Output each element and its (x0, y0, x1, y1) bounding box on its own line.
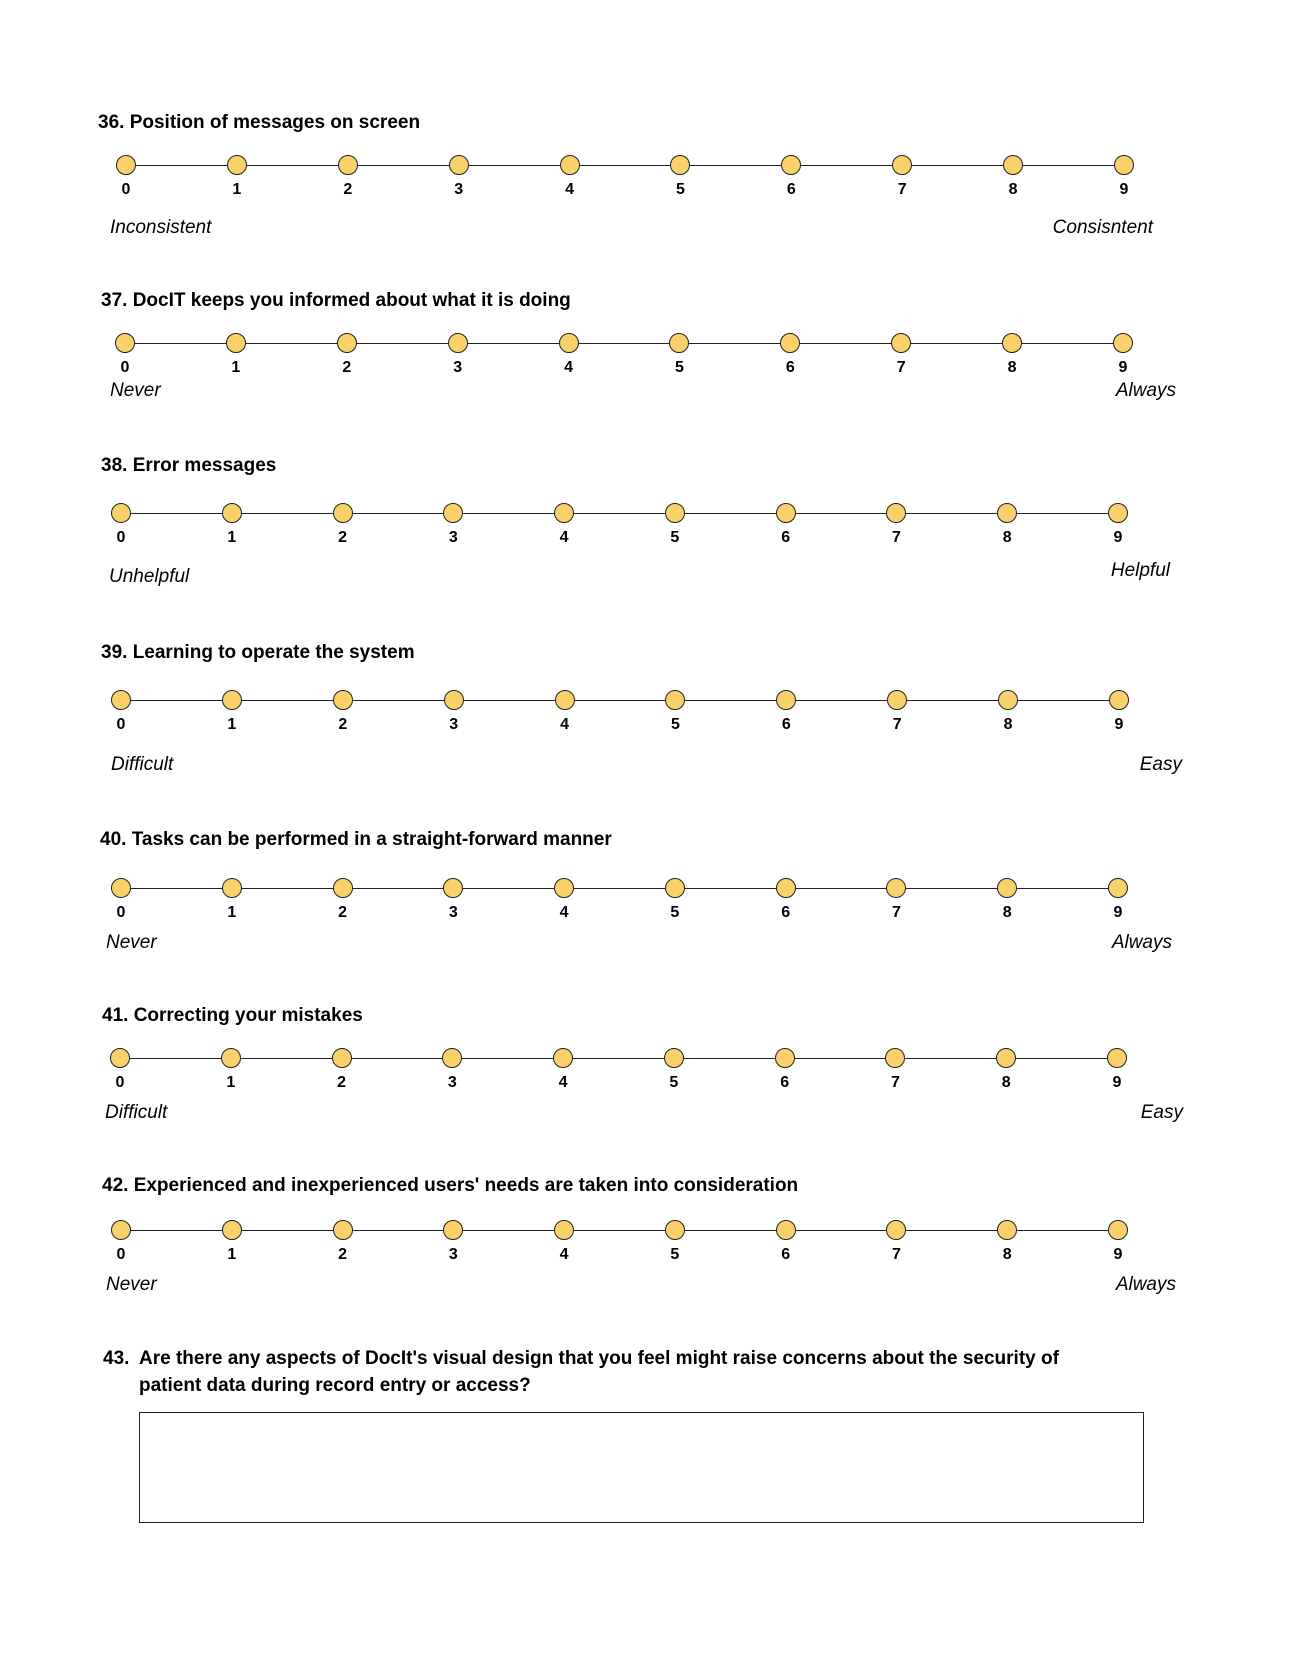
scale-low-anchor: Inconsistent (110, 217, 212, 238)
scale-low-anchor: Difficult (105, 1102, 168, 1123)
rating-option-2[interactable] (338, 155, 358, 175)
rating-label: 1 (226, 1074, 236, 1091)
rating-option-1[interactable] (222, 878, 242, 898)
rating-label: 8 (1002, 904, 1012, 921)
rating-label: 7 (891, 904, 901, 921)
question-title: 41. Correcting your mistakes (102, 1005, 363, 1026)
rating-label: 0 (116, 529, 126, 546)
rating-label: 4 (565, 181, 574, 198)
rating-option-3[interactable] (442, 1048, 462, 1068)
rating-label: 1 (227, 529, 237, 546)
rating-option-6[interactable] (776, 690, 796, 710)
scale-line (121, 700, 1119, 701)
question-title: 36. Position of messages on screen (98, 112, 421, 133)
question-title: 38. Error messages (101, 455, 277, 476)
rating-option-6[interactable] (781, 155, 801, 175)
rating-label: 5 (675, 181, 685, 198)
rating-option-1[interactable] (227, 155, 247, 175)
question-title: 40. Tasks can be performed in a straight-forward manner (100, 829, 612, 850)
rating-option-5[interactable] (665, 503, 685, 523)
scale-high-anchor: Easy (1139, 754, 1182, 775)
scale-line (126, 165, 1124, 166)
rating-option-4[interactable] (554, 503, 574, 523)
rating-label: 7 (892, 716, 902, 733)
rating-option-9[interactable] (1109, 690, 1129, 710)
rating-option-6[interactable] (776, 1220, 796, 1240)
rating-label: 9 (1114, 716, 1124, 733)
rating-option-8[interactable] (997, 1220, 1017, 1240)
rating-option-7[interactable] (887, 690, 907, 710)
scale-low-anchor: Unhelpful (109, 566, 190, 587)
rating-scale (111, 690, 1129, 733)
rating-option-0[interactable] (115, 333, 135, 353)
rating-label: 7 (891, 529, 901, 546)
rating-label: 3 (449, 716, 459, 733)
rating-label: 9 (1113, 1246, 1123, 1263)
rating-option-9[interactable] (1108, 878, 1128, 898)
rating-label: 9 (1118, 359, 1128, 376)
rating-label: 3 (448, 529, 458, 546)
rating-label: 8 (1008, 181, 1018, 198)
rating-option-8[interactable] (1003, 155, 1023, 175)
rating-option-3[interactable] (443, 878, 463, 898)
scale-low-anchor: Never (110, 380, 161, 401)
rating-option-8[interactable] (997, 878, 1017, 898)
rating-label: 1 (227, 904, 237, 921)
rating-label: 7 (890, 1074, 900, 1091)
scale-low-anchor: Never (106, 1274, 157, 1295)
rating-scale (111, 503, 1128, 546)
rating-label: 6 (786, 181, 796, 198)
rating-label: 2 (343, 181, 353, 198)
rating-label: 8 (1002, 529, 1012, 546)
rating-option-3[interactable] (443, 1220, 463, 1240)
rating-label: 0 (116, 716, 126, 733)
rating-option-9[interactable] (1107, 1048, 1127, 1068)
rating-label: 3 (447, 1074, 457, 1091)
rating-scale (110, 1048, 1127, 1091)
rating-label: 1 (231, 359, 241, 376)
rating-label: 4 (559, 529, 569, 546)
rating-scale (111, 878, 1128, 921)
scale-high-anchor: Helpful (1110, 560, 1170, 581)
rating-option-6[interactable] (776, 878, 796, 898)
rating-label: 2 (338, 716, 348, 733)
rating-label: 5 (670, 716, 680, 733)
rating-label: 9 (1113, 904, 1123, 921)
rating-label: 7 (891, 1246, 901, 1263)
rating-label: 0 (115, 1074, 125, 1091)
question-title (103, 1345, 1059, 1399)
rating-label: 9 (1112, 1074, 1122, 1091)
rating-option-0[interactable] (110, 1048, 130, 1068)
rating-option-4[interactable] (554, 878, 574, 898)
rating-label: 3 (454, 181, 464, 198)
rating-option-1[interactable] (221, 1048, 241, 1068)
rating-option-5[interactable] (669, 333, 689, 353)
rating-option-8[interactable] (997, 503, 1017, 523)
question-text-line2: patient data during record entry or access? (139, 1375, 531, 1396)
rating-scale (111, 1220, 1128, 1263)
rating-label: 7 (897, 181, 907, 198)
rating-option-7[interactable] (886, 878, 906, 898)
rating-label: 6 (780, 1074, 790, 1091)
scale-high-anchor: Always (1115, 380, 1176, 401)
rating-option-7[interactable] (886, 1220, 906, 1240)
rating-label: 3 (448, 904, 458, 921)
rating-option-5[interactable] (670, 155, 690, 175)
rating-label: 9 (1113, 529, 1123, 546)
rating-label: 5 (670, 1246, 680, 1263)
rating-option-0[interactable] (111, 503, 131, 523)
rating-label: 5 (670, 529, 680, 546)
rating-option-2[interactable] (337, 333, 357, 353)
rating-label: 0 (121, 181, 131, 198)
rating-label: 0 (116, 1246, 126, 1263)
question-title: 37. DocIT keeps you informed about what it is doing (101, 290, 571, 311)
rating-option-4[interactable] (553, 1048, 573, 1068)
rating-option-4[interactable] (560, 155, 580, 175)
rating-scale (115, 333, 1133, 376)
rating-option-7[interactable] (892, 155, 912, 175)
rating-option-0[interactable] (111, 878, 131, 898)
rating-option-3[interactable] (448, 333, 468, 353)
rating-option-5[interactable] (664, 1048, 684, 1068)
rating-option-9[interactable] (1108, 503, 1128, 523)
rating-option-3[interactable] (443, 503, 463, 523)
rating-label: 4 (564, 359, 573, 376)
rating-option-6[interactable] (776, 503, 796, 523)
rating-label: 6 (781, 529, 791, 546)
rating-option-8[interactable] (998, 690, 1018, 710)
rating-label: 2 (342, 359, 352, 376)
rating-option-4[interactable] (554, 1220, 574, 1240)
rating-scale (116, 155, 1134, 198)
rating-label: 5 (669, 1074, 679, 1091)
rating-label: 0 (120, 359, 130, 376)
rating-option-5[interactable] (665, 878, 685, 898)
rating-label: 6 (781, 904, 791, 921)
rating-option-2[interactable] (333, 503, 353, 523)
rating-label: 8 (1001, 1074, 1011, 1091)
rating-option-1[interactable] (222, 503, 242, 523)
rating-option-2[interactable] (333, 690, 353, 710)
rating-option-7[interactable] (885, 1048, 905, 1068)
rating-option-0[interactable] (116, 155, 136, 175)
rating-label: 8 (1002, 1246, 1012, 1263)
rating-option-5[interactable] (665, 1220, 685, 1240)
scale-high-anchor: Consisntent (1052, 217, 1153, 238)
rating-option-7[interactable] (891, 333, 911, 353)
rating-option-4[interactable] (555, 690, 575, 710)
rating-label: 1 (232, 181, 242, 198)
rating-label: 1 (227, 1246, 237, 1263)
rating-label: 2 (337, 1074, 346, 1091)
rating-option-2[interactable] (332, 1048, 352, 1068)
scale-high-anchor: Easy (1140, 1102, 1183, 1123)
rating-label: 2 (338, 904, 347, 921)
rating-label: 6 (781, 1246, 791, 1263)
rating-label: 0 (116, 904, 126, 921)
rating-option-9[interactable] (1108, 1220, 1128, 1240)
question-title: 42. Experienced and inexperienced users' needs are taken into consideration (102, 1175, 799, 1196)
rating-option-0[interactable] (111, 690, 131, 710)
rating-label: 7 (896, 359, 906, 376)
rating-option-1[interactable] (222, 1220, 242, 1240)
rating-label: 4 (559, 904, 569, 921)
question-title: 39. Learning to operate the system (101, 642, 415, 663)
scale-line (125, 343, 1123, 344)
rating-option-3[interactable] (449, 155, 469, 175)
rating-option-7[interactable] (886, 503, 906, 523)
rating-option-8[interactable] (996, 1048, 1016, 1068)
rating-option-0[interactable] (111, 1220, 131, 1240)
scale-line (121, 888, 1118, 889)
scale-line (120, 1058, 1117, 1059)
rating-option-5[interactable] (665, 690, 685, 710)
rating-label: 6 (781, 716, 791, 733)
scale-high-anchor: Always (1115, 1274, 1176, 1295)
rating-label: 1 (227, 716, 237, 733)
scale-line (121, 513, 1118, 514)
rating-option-9[interactable] (1113, 333, 1133, 353)
rating-option-2[interactable] (333, 1220, 353, 1240)
rating-label: 4 (558, 1074, 568, 1091)
question-number: 43. (103, 1348, 130, 1369)
scale-high-anchor: Always (1111, 932, 1172, 953)
rating-label: 2 (338, 529, 347, 546)
rating-option-1[interactable] (226, 333, 246, 353)
answer-textbox[interactable] (139, 1412, 1144, 1523)
rating-label: 3 (453, 359, 463, 376)
rating-option-6[interactable] (775, 1048, 795, 1068)
rating-label: 8 (1003, 716, 1013, 733)
question-text-line1: Are there any aspects of DocIt's visual design that you feel might raise concerns about the security of (139, 1348, 1059, 1369)
scale-low-anchor: Difficult (111, 754, 174, 775)
rating-label: 5 (670, 904, 680, 921)
rating-option-9[interactable] (1114, 155, 1134, 175)
rating-option-1[interactable] (222, 690, 242, 710)
rating-label: 9 (1119, 181, 1129, 198)
rating-option-6[interactable] (780, 333, 800, 353)
rating-label: 3 (448, 1246, 458, 1263)
rating-label: 2 (338, 1246, 347, 1263)
rating-option-3[interactable] (444, 690, 464, 710)
rating-label: 6 (785, 359, 795, 376)
scale-line (121, 1230, 1118, 1231)
rating-option-8[interactable] (1002, 333, 1022, 353)
rating-option-4[interactable] (559, 333, 579, 353)
rating-label: 4 (559, 1246, 569, 1263)
scale-low-anchor: Never (106, 932, 157, 953)
rating-label: 8 (1007, 359, 1017, 376)
rating-label: 5 (674, 359, 684, 376)
rating-label: 4 (560, 716, 569, 733)
rating-option-2[interactable] (333, 878, 353, 898)
